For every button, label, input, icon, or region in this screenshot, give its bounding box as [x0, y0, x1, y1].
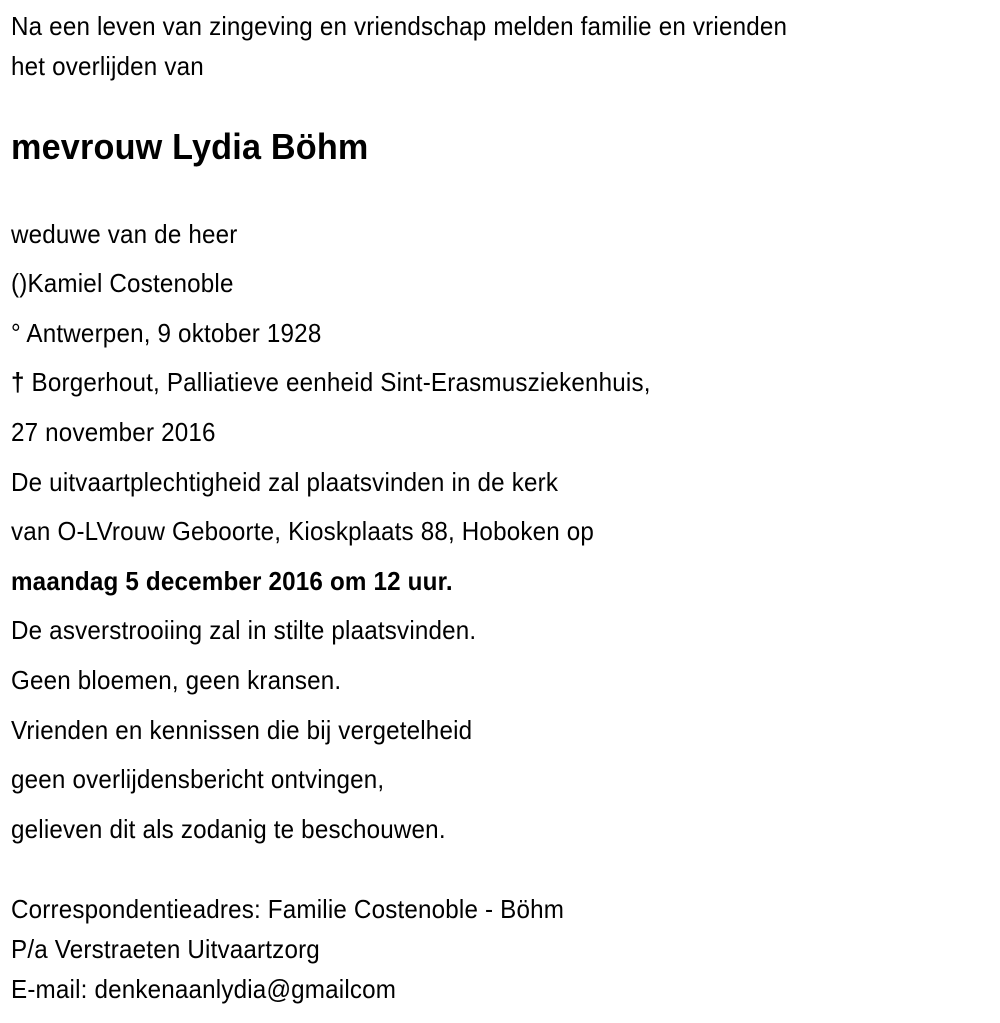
intro-line-2: het overlijden van	[11, 51, 204, 81]
intro-line-1: Na een leven van zingeving en vriendschap melden familie en vrienden	[11, 11, 788, 41]
death-place-text: Borgerhout, Palliatieve eenheid Sint-Erasmusziekenhuis,	[24, 367, 651, 397]
birth-symbol: °	[11, 318, 21, 348]
notice-line-2: geen overlijdensbericht ontvingen,	[11, 764, 385, 794]
birth-line	[11, 318, 321, 348]
birth-text: Antwerpen, 9 oktober 1928	[20, 318, 322, 348]
correspondence-care-of: P/a Verstraeten Uitvaartzorg	[11, 934, 320, 964]
ashes-line: De asverstrooiing zal in stilte plaatsvinden.	[11, 615, 477, 645]
notice-line-1: Vrienden en kennissen die bij vergetelheid	[11, 715, 473, 745]
deceased-name-heading: mevrouw Lydia Böhm	[11, 126, 369, 167]
ceremony-datetime: maandag 5 december 2016 om 12 uur.	[11, 566, 453, 596]
notice-line-3: gelieven dit als zodanig te beschouwen.	[11, 814, 446, 844]
death-date-line: 27 november 2016	[11, 417, 216, 447]
spouse-name-line: ()Kamiel Costenoble	[11, 268, 234, 298]
correspondence-address: Correspondentieadres: Familie Costenoble - Böhm	[11, 894, 565, 924]
cross-icon: †	[11, 367, 25, 397]
ceremony-line-2: van O-LVrouw Geboorte, Kioskplaats 88, Hoboken op	[11, 516, 595, 546]
correspondence-email: E-mail: denkenaanlydia@gmailcom	[11, 974, 397, 1004]
widow-of-line: weduwe van de heer	[11, 219, 238, 249]
flowers-line: Geen bloemen, geen kransen.	[11, 665, 342, 695]
death-place-line	[11, 367, 651, 397]
ceremony-line-1: De uitvaartplechtigheid zal plaatsvinden in de kerk	[11, 467, 559, 497]
